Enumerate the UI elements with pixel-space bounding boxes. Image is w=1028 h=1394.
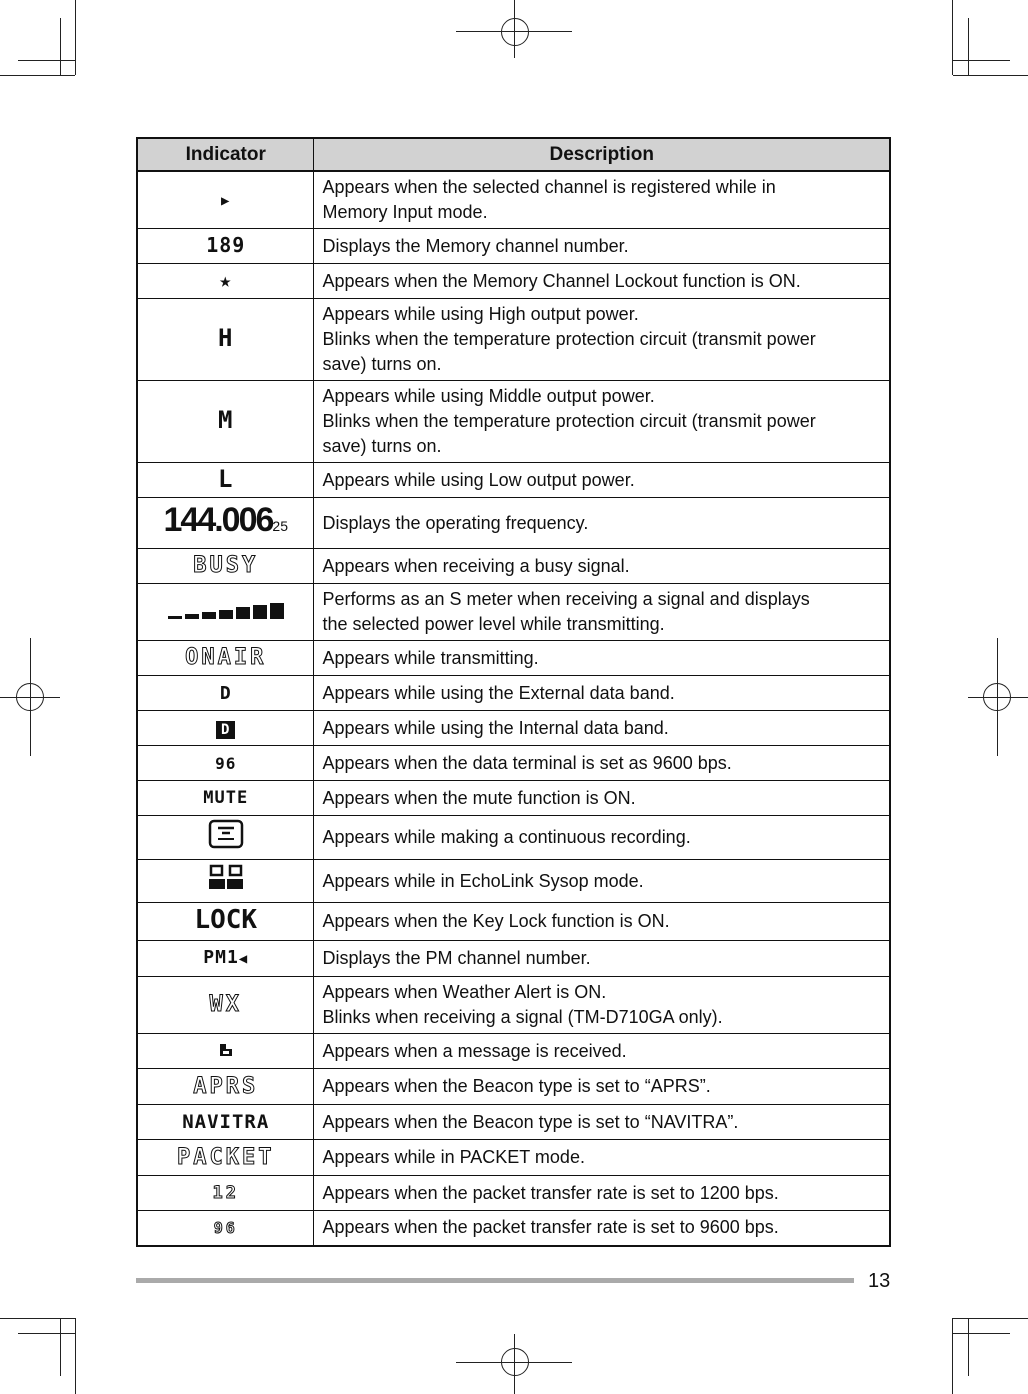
high-power-icon: H <box>218 324 234 352</box>
row-description: Appears when the mute function is ON. <box>322 787 636 808</box>
row-description: Memory Input mode. <box>322 202 488 222</box>
data-9600-icon: 96 <box>215 753 237 773</box>
navitra-icon: NAVITRA <box>182 1110 270 1133</box>
table-row <box>137 1211 890 1246</box>
row-description: Appears when the data terminal is set as 9600 bps. <box>322 752 732 773</box>
table-row <box>137 1176 890 1211</box>
packet-icon: PACKET <box>177 1144 275 1170</box>
memory-input-pointer-icon: ▶ <box>221 192 231 209</box>
row-description: Blinks when receiving a signal (TM-D710GA only). <box>322 1007 723 1027</box>
table-row <box>137 584 890 641</box>
table-row <box>137 816 890 860</box>
lockout-star-icon: ★ <box>219 268 233 292</box>
page-number: 13 <box>868 1270 891 1292</box>
table-row <box>137 463 890 498</box>
row-description: Appears when a message is received. <box>322 1040 627 1061</box>
table-row <box>137 1140 890 1176</box>
row-description: the selected power level while transmitting. <box>322 614 665 634</box>
table-row <box>137 641 890 676</box>
row-description: Appears when Weather Alert is ON. <box>322 982 607 1002</box>
s-meter-icon <box>168 599 284 619</box>
table-row <box>137 781 890 816</box>
row-description: Appears while in PACKET mode. <box>322 1147 585 1167</box>
table-row <box>137 941 890 977</box>
table-row <box>137 711 890 746</box>
row-description: Appears while using the External data band. <box>322 682 675 703</box>
row-description: save) turns on. <box>322 354 442 374</box>
continuous-recording-icon <box>208 819 244 849</box>
table-row <box>137 549 890 584</box>
on-air-icon: ONAIR <box>185 645 267 670</box>
table-row <box>137 299 890 381</box>
weather-alert-icon: WX <box>209 992 242 1017</box>
row-description: Appears when the selected channel is registered while in <box>322 177 776 197</box>
row-description: Appears while in EchoLink Sysop mode. <box>322 870 644 891</box>
table-row <box>137 1034 890 1069</box>
frequency-display-icon: 144.006 <box>163 500 273 539</box>
internal-data-band-icon: D <box>216 721 235 739</box>
table-row <box>137 746 890 781</box>
footer-rule <box>136 1278 854 1283</box>
row-description: Appears while using Low output power. <box>322 469 635 490</box>
table-row <box>137 1105 890 1140</box>
packet-1200-icon: 12 <box>212 1183 239 1203</box>
row-description: Appears when receiving a busy signal. <box>322 555 630 576</box>
busy-icon: BUSY <box>193 553 259 578</box>
row-description: Appears while transmitting. <box>322 647 539 668</box>
table-header-row <box>137 138 890 171</box>
row-description: Displays the PM channel number. <box>322 948 591 968</box>
table-row <box>137 676 890 711</box>
table-row <box>137 903 890 941</box>
echolink-sysop-icon <box>207 864 245 892</box>
mute-icon: MUTE <box>203 788 249 808</box>
table-row <box>137 860 890 903</box>
row-description: Appears when the Key Lock function is ON. <box>322 911 670 931</box>
table-row <box>137 171 890 229</box>
table-row <box>137 498 890 549</box>
row-description: Appears when the Beacon type is set to “NAVITRA”. <box>322 1111 739 1132</box>
row-description: Appears when the packet transfer rate is set to 1200 bps. <box>322 1182 779 1203</box>
row-description: Appears when the Memory Channel Lockout function is ON. <box>322 270 801 291</box>
frequency-subdigits: 25 <box>272 517 288 534</box>
message-received-icon <box>218 1043 234 1057</box>
row-description: Displays the operating frequency. <box>322 512 589 533</box>
pm-channel-icon: PM1 <box>203 947 239 968</box>
table-row <box>137 381 890 463</box>
low-power-icon: L <box>218 464 234 493</box>
aprs-icon: APRS <box>193 1073 259 1099</box>
row-description: Appears while using Middle output power. <box>322 386 655 406</box>
packet-9600-icon: 96 <box>213 1218 238 1237</box>
row-description: Appears when the packet transfer rate is set to 9600 bps. <box>322 1217 779 1238</box>
row-description: Appears when the Beacon type is set to “APRS”. <box>322 1076 711 1096</box>
indicator-column-header: Indicator <box>137 138 313 171</box>
table-row <box>137 264 890 299</box>
row-description: Appears while making a continuous recording. <box>322 827 691 847</box>
row-description: Appears while using the Internal data band. <box>322 717 669 738</box>
memory-channel-number-icon: 189 <box>206 233 246 257</box>
row-description: Performs as an S meter when receiving a signal and displays <box>322 589 810 609</box>
row-description: Appears while using High output power. <box>322 304 639 324</box>
pm-channel-arrow-icon: ◀ <box>238 951 249 967</box>
row-description: save) turns on. <box>322 436 442 456</box>
indicator-table <box>136 137 891 1247</box>
row-description: Blinks when the temperature protection circuit (transmit power <box>322 329 816 349</box>
row-description: Blinks when the temperature protection circuit (transmit power <box>322 411 816 431</box>
middle-power-icon: M <box>218 406 234 434</box>
description-column-header: Description <box>313 138 890 171</box>
table-row <box>137 977 890 1034</box>
table-row <box>137 229 890 264</box>
external-data-band-icon: D <box>219 682 232 704</box>
row-description: Displays the Memory channel number. <box>322 235 629 256</box>
table-row <box>137 1069 890 1105</box>
key-lock-icon: LOCK <box>194 905 258 935</box>
